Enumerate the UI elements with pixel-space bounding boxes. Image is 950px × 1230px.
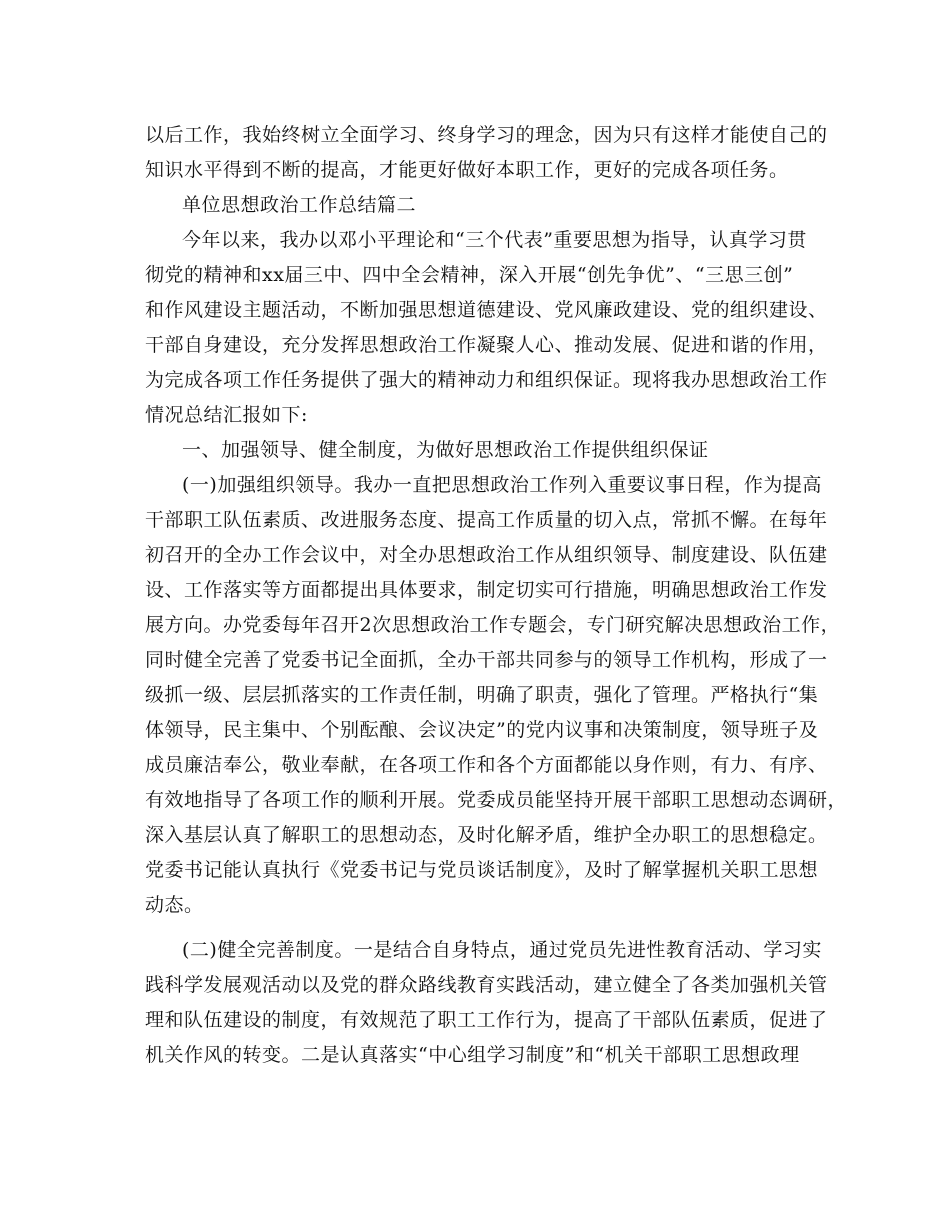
text-line: 有效地指导了各项工作的顺利开展。党委成员能坚持开展干部职工思想动态调研， [145,789,848,811]
text-line: 践科学发展观活动以及党的群众路线教育实践活动，建立健全了各类加强机关管 [145,974,828,996]
text-line: 为完成各项工作任务提供了强大的精神动力和组织保证。现将我办思想政治工作 [145,369,828,391]
text-line: 成员廉洁奉公，敬业奉献，在各项工作和各个方面都能以身作则，有力、有序、 [145,754,828,776]
text-line: 党委书记能认真执行《党委书记与党员谈话制度》，及时了解掌握机关职工思想 [145,859,819,881]
text-line: 理和队伍建设的制度，有效规范了职工工作行为，提高了干部队伍素质，促进了 [145,1009,828,1031]
text-line: 和作风建设主题活动，不断加强思想道德建设、党风廉政建设、党的组织建设、 [145,299,828,321]
text-line: 初召开的全办工作会议中，对全办思想政治工作从组织领导、制度建设、队伍建 [145,544,828,566]
text-line: 以后工作，我始终树立全面学习、终身学习的理念，因为只有这样才能使自己的 [145,124,828,146]
text-line: 设、工作落实等方面都提出具体要求，制定切实可行措施，明确思想政治工作发 [145,579,828,601]
text-line: 今年以来，我办以邓小平理论和“三个代表”重要思想为指导，认真学习贯 [182,229,807,251]
text-line: 干部自身建设，充分发挥思想政治工作凝聚人心、推动发展、促进和谐的作用， [145,334,828,356]
text-line: 级抓一级、层层抓落实的工作责任制，明确了职责，强化了管理。严格执行“集 [145,684,819,706]
text-line: 动态。 [145,894,204,916]
text-line: 展方向。办党委每年召开2次思想政治工作专题会，专门研究解决思想政治工作， [145,614,841,636]
text-line: 同时健全完善了党委书记全面抓，全办干部共同参与的领导工作机构，形成了一 [145,649,828,671]
text-line: 干部职工队伍素质、改进服务态度、提高工作质量的切入点，常抓不懈。在每年 [145,509,828,531]
text-line: 机关作风的转变。二是认真落实“中心组学习制度”和“机关干部职工思想政理 [145,1044,800,1066]
text-line: 深入基层认真了解职工的思想动态，及时化解矛盾，维护全办职工的思想稳定。 [145,824,828,846]
text-line: 情况总结汇报如下: [145,404,308,426]
section-heading: 一、加强领导、健全制度，为做好思想政治工作提供组织保证 [182,439,709,461]
text-line: (二)健全完善制度。一是结合自身特点，通过党员先进性教育活动、学习实 [182,939,822,961]
section-heading: 单位思想政治工作总结篇二 [182,194,417,216]
text-line: 知识水平得到不断的提高，才能更好做好本职工作，更好的完成各项任务。 [145,159,789,181]
text-line: 彻党的精神和xx届三中、四中全会精神，深入开展“创先争优”、“三思三创” [145,264,794,286]
text-line: 体领导，民主集中、个别酝酿、会议决定”的党内议事和决策制度，领导班子及 [145,719,819,741]
text-line: (一)加强组织领导。我办一直把思想政治工作列入重要议事日程，作为提高 [182,474,822,496]
